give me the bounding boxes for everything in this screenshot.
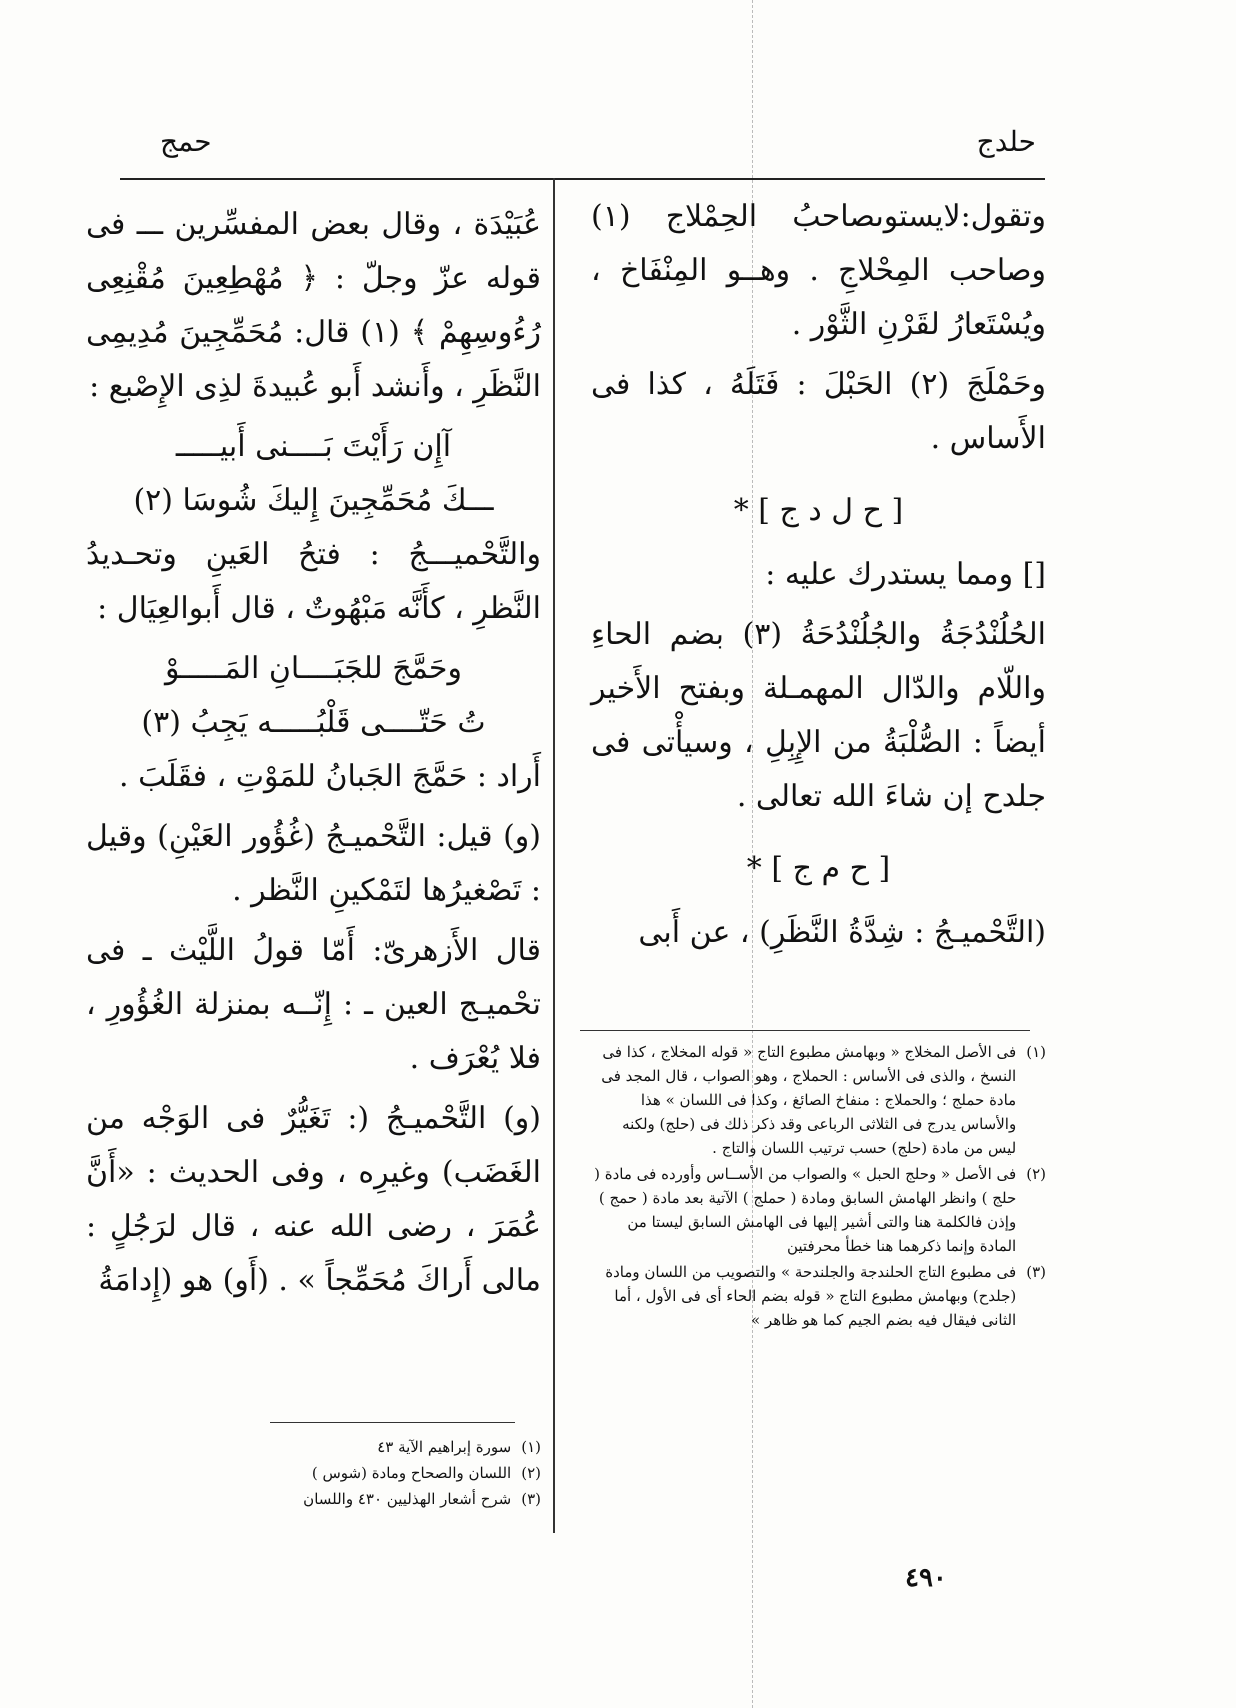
footnote-number: (٢)	[521, 1464, 541, 1482]
paragraph: وحَمْلَجَ (٢) الحَبْلَ : فَتَلَهُ ، كذا فى الأَساس .	[591, 367, 1046, 456]
paragraph: أَراد : حَمَّجَ الجَبانُ للمَوْتِ ، فقَلَبَ .	[119, 759, 541, 794]
footnote-number: (٣)	[521, 1490, 541, 1508]
footnote-text: فى الأصل المخلاج « وبهامش مطبوع التاج « قوله المخلاج ، كذا فى النسخ ، والذى فى الأساس : الحملاج ، وهو الصواب ، قال المجد فى مادة حملج ؛ والحملاج : منفاخ الصائغ ، وكذا فى اللسان » هذا والأساس يدرج فى الثلاثى الرباعى وقد ذكر ذلك فى (حلج) ولكنه ليس من مادة (حلج) حسب ترتيب اللسان والتاج .	[601, 1043, 1017, 1157]
footnote-number: (١)	[1026, 1043, 1046, 1061]
paragraph: (و) قيل: التَّحْميـجُ (غُؤُور العَيْنِ) وقيل : تَصْغيرُها لتَمْكينِ النَّظر .	[86, 819, 541, 908]
verse-line: آإِن رَأَيْتَ بَــــنى أَبيـــــ	[175, 429, 452, 464]
paragraph: وتقول:لايستوىصاحبُ الحِمْلاج (١) وصاحب المِحْلاجِ . وهــو المِنْفَاخ ، ويُسْتَعارُ لقَرْنِ الثَّوْر .	[591, 199, 1046, 342]
footnote-text: فى الأصل « وحلج الحبل » والصواب من الأســاس وأورده فى مادة ( حلج ) وانظر الهامش السابق ومادة ( حملج ) الآتية بعد مادة ( حمج ) وإذن فالكلمة هنا والتى أشير إليها فى الهامش السابق ليستا من المادة وإنما ذكرهما هنا خطأ محرفتين	[594, 1165, 1017, 1255]
entry-text: (التَّحْميـجُ : شِدَّةُ النَّظَرِ) ، عن أَبى	[638, 915, 1046, 950]
column-divider	[553, 178, 555, 1533]
left-column	[86, 198, 541, 1314]
paragraph: عُبَيْدَة ، وقال بعض المفسِّرين ـــ فى قوله عزّ وجلّ : ﴿ مُهْطِعِينَ مُقْنِعِى رُءُوسِهِمْ ﴾ (١) قال: مُحَمِّجِينَ مُدِيمِى النَّظَرِ ، وأَنشد أَبو عُبيدةَ لذِى الإِصْبع :	[86, 207, 541, 404]
paragraph: قال الأَزهرىّ: أَمّا قولُ اللَّيْث ـ فى تحْميـج العين ـ : إِنّــه بمنزلة الغُؤُورِ ، فلا يُعْرَف .	[86, 933, 541, 1076]
footnotes-right	[591, 1040, 1046, 1334]
verse-line: وحَمَّجَ للجَبَــــانِ المَـــــوْ	[165, 651, 462, 686]
footnote-rule-right	[580, 1030, 1030, 1031]
page-number: ٤٩٠	[905, 1563, 947, 1593]
entry-heading-hldj: [ ح ل د ج ] *	[733, 493, 904, 528]
right-column	[591, 190, 1046, 966]
header-left-word: حمج	[160, 125, 212, 158]
footnote	[141, 1487, 541, 1511]
footnote-number: (١)	[521, 1438, 541, 1456]
footnote	[141, 1461, 541, 1485]
footnote-rule-left	[270, 1422, 515, 1423]
footnote	[591, 1162, 1046, 1258]
paragraph: (و) التَّحْميـجُ (: تَغَيُّرٌ فى الوَجْه من الغَضَب) وغيرِه ، وفى الحديث : «أَنَّ عُمَرَ ، رضى الله عنه ، قال لرَجُلٍ : مالى أَراكَ مُحَمِّجاً » . (أَو) هو (إِدامَةُ	[86, 1101, 541, 1298]
footnotes-left	[141, 1435, 541, 1513]
footnote	[141, 1435, 541, 1459]
footnote-text: فى مطبوع التاج الحلندجة والجلندحة » والتصويب من اللسان ومادة (جلدح) وبهامش مطبوع التاج « قوله بضم الحاء أى فى الأول ، أما الثانى فيقال فيه بضم الجيم كما هو ظاهر »	[605, 1263, 1017, 1329]
footnote-number: (٢)	[1026, 1165, 1046, 1183]
footnote-text: سورة إبراهيم الآية ٤٣	[377, 1438, 512, 1456]
paragraph: والتَّحْميـــجُ : فتحُ العَينِ وتحـديدُ النَّظرِ ، كأَنَّه مَبْهُوتٌ ، قال أَبوالعِيَال :	[86, 537, 541, 626]
verse-line: ـــكَ مُحَمِّجِينَ إِليكَ شُوسَا (٢)	[133, 483, 494, 518]
entry-text: الحُلُنْدُجَةُ والجُلُنْدُحَةُ (٣) بضم الحاءِ واللّام والدّال المهمـلة وبفتح الأَخير أيضاً : الصُّلْبَةُ من الإِبِلِ ، وسيأْتى فى جلدح إن شاءَ الله تعالى .	[591, 617, 1046, 814]
header-right-word: حلدج	[976, 125, 1036, 158]
footnote	[591, 1040, 1046, 1160]
footnote	[591, 1260, 1046, 1332]
verse-line: تُ حَتّــــى قَلْبُـــــه يَجِبُ (٣)	[141, 705, 486, 740]
footnote-number: (٣)	[1026, 1263, 1046, 1281]
footnote-text: شرح أشعار الهذليين ٤٣٠ واللسان	[303, 1490, 512, 1508]
entry-intro: [] ومما يستدرك عليه :	[765, 557, 1046, 592]
entry-heading-hmj: [ ح م ج ] *	[746, 851, 891, 886]
header-rule	[120, 178, 1045, 180]
footnote-text: اللسان والصحاح ومادة (شوس )	[311, 1464, 512, 1482]
